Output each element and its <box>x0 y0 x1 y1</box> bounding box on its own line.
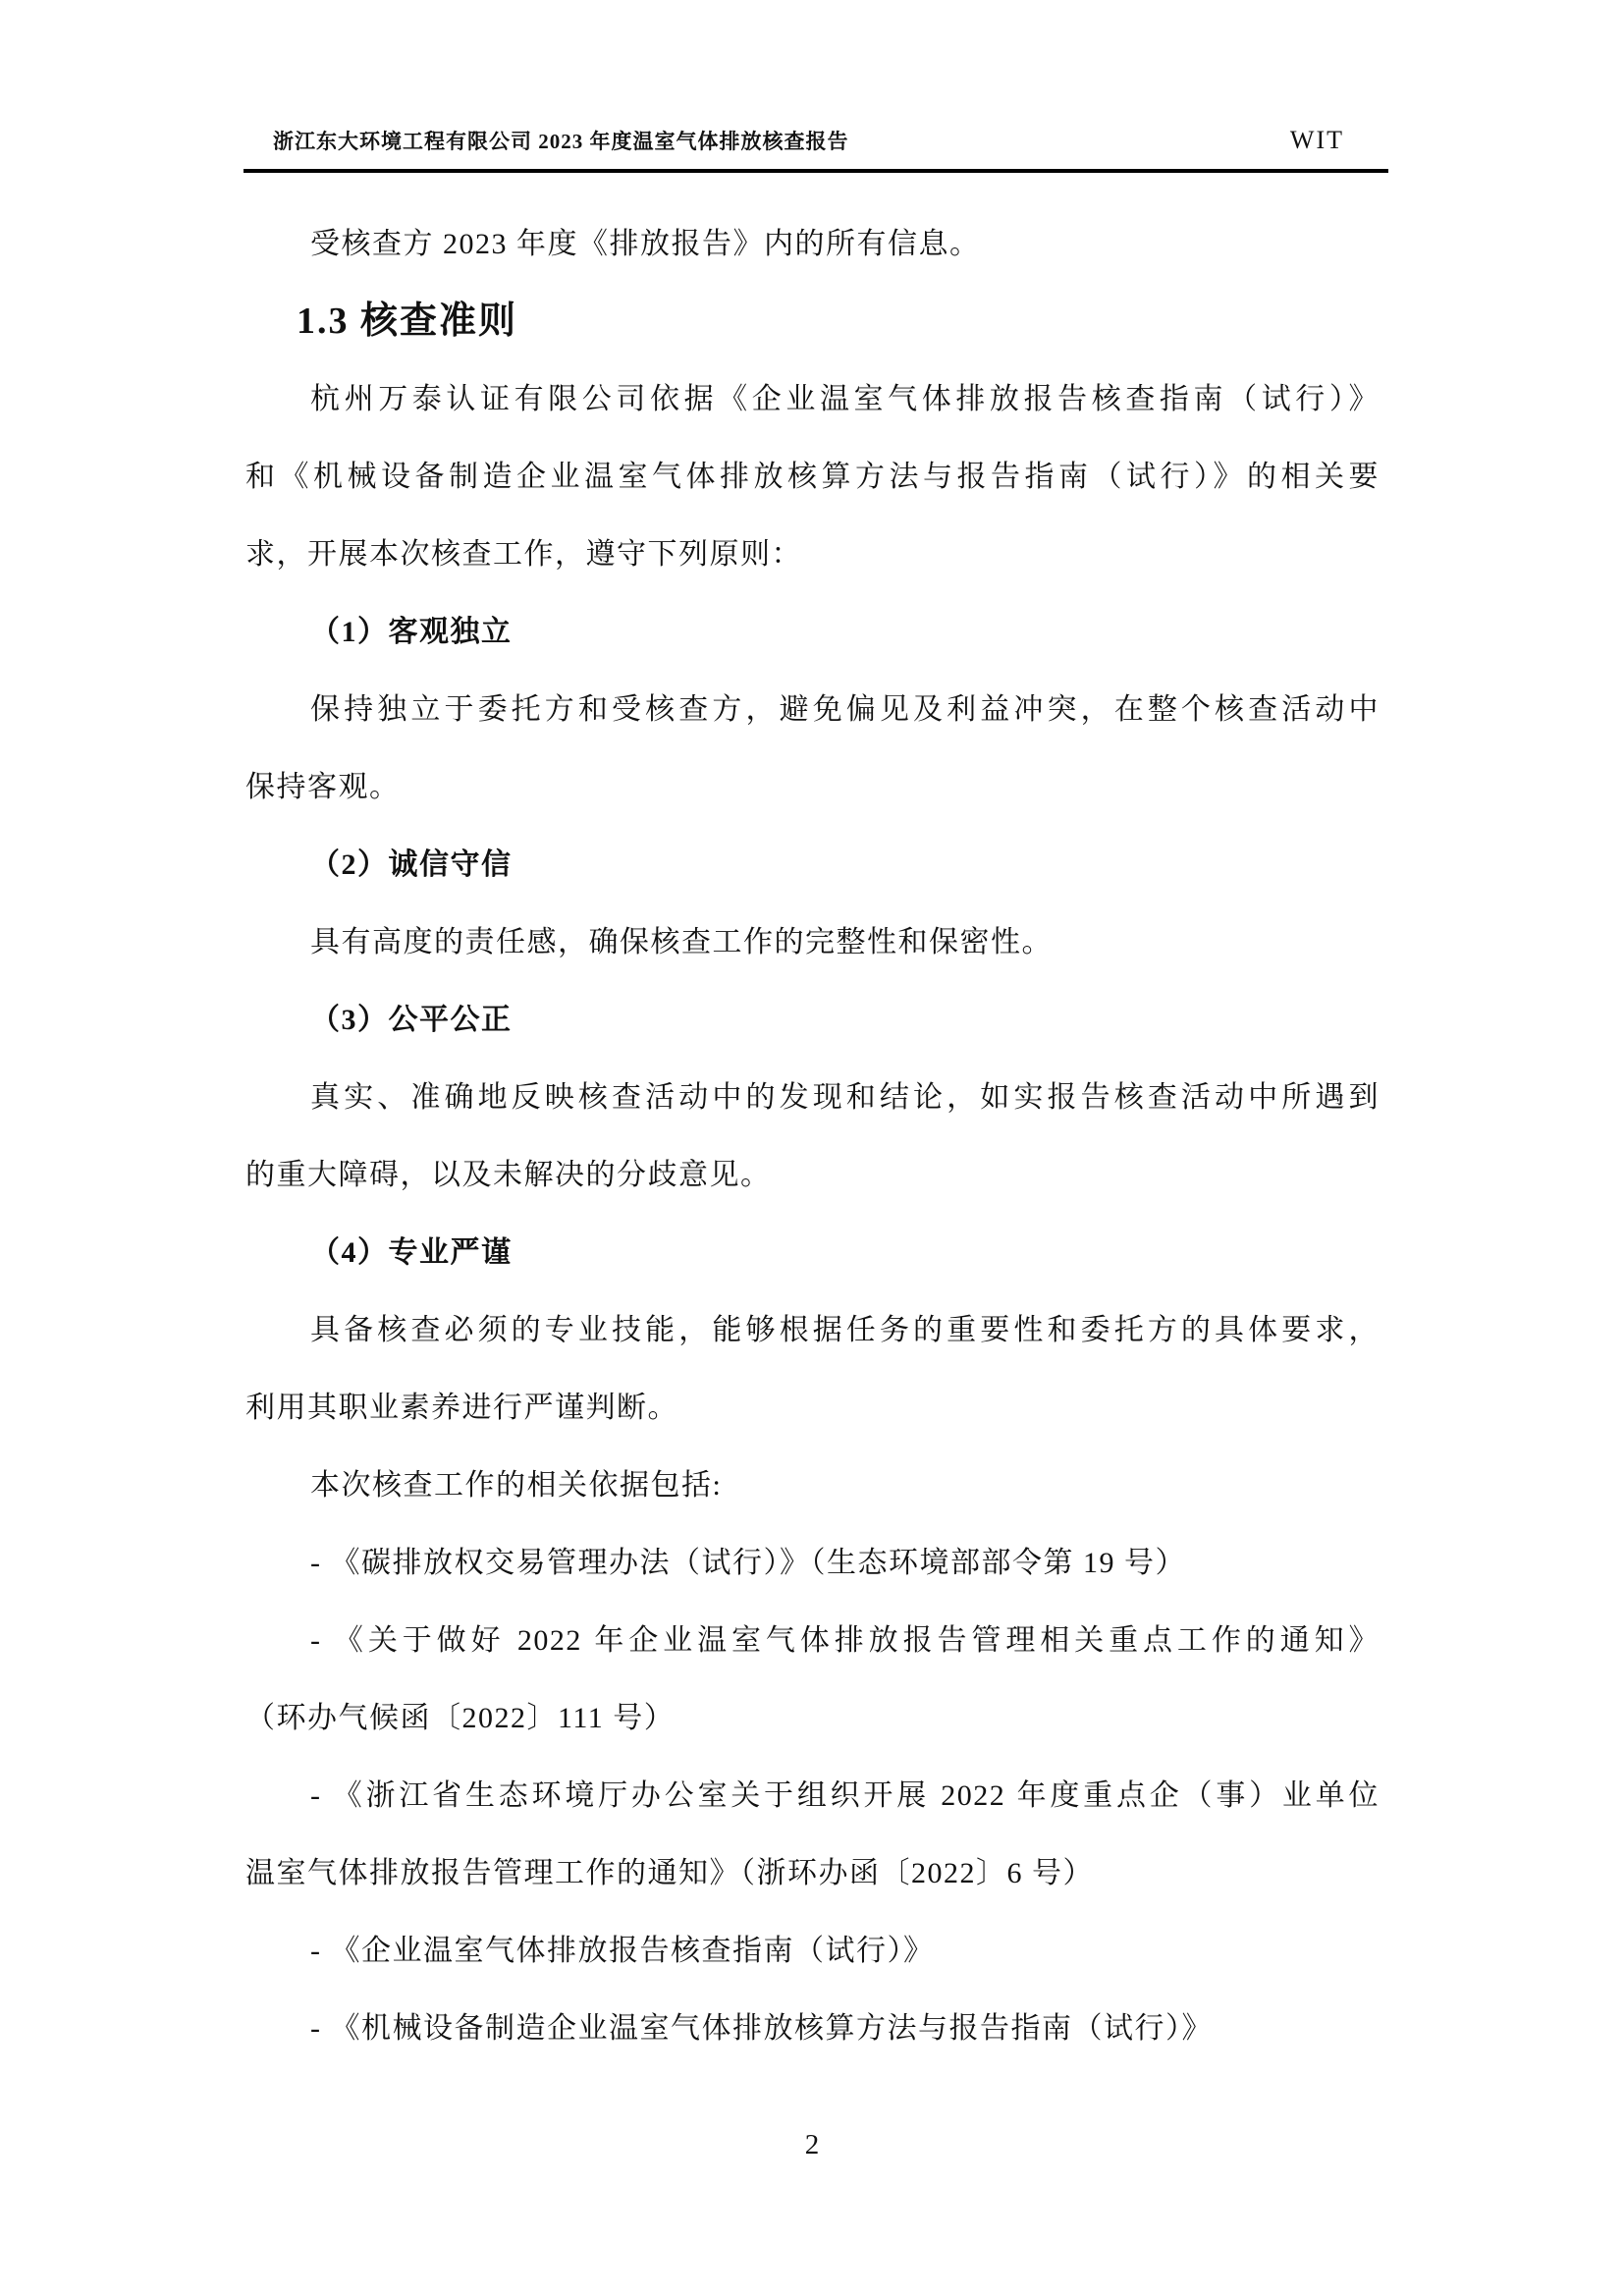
document-body <box>245 205 1380 2067</box>
body-line: （环办气候函〔2022〕111 号） <box>245 1702 676 1734</box>
reference-item: - 《碳排放权交易管理办法（试行）》（生态环境部部令第 19 号） <box>310 1547 1186 1579</box>
header-title: 浙江东大环境工程有限公司 2023 年度温室气体排放核查报告 <box>273 130 849 153</box>
page-number: 2 <box>804 2129 820 2160</box>
reference-item: - 《关于做好 2022 年企业温室气体排放报告管理相关重点工作的通知》 <box>310 1624 1380 1657</box>
principle-subheading: （1）客观独立 <box>310 616 513 648</box>
reference-item: - 《企业温室气体排放报告核查指南（试行）》 <box>310 1935 935 1967</box>
section-heading: 1.3 核查准则 <box>297 301 518 342</box>
principle-subheading: （2）诚信守信 <box>310 848 513 881</box>
body-line: 保持独立于委托方和受核查方，避免偏见及利益冲突，在整个核查活动中 <box>310 693 1380 726</box>
page-footer <box>0 2123 1624 2166</box>
body-line: 具备核查必须的专业技能，能够根据任务的重要性和委托方的具体要求， <box>310 1314 1380 1346</box>
body-line: 本次核查工作的相关依据包括: <box>310 1469 723 1502</box>
body-line: 利用其职业素养进行严谨判断。 <box>245 1392 678 1424</box>
body-line: 的重大障碍，以及未解决的分歧意见。 <box>245 1159 772 1191</box>
principle-subheading: （4）专业严谨 <box>310 1236 513 1269</box>
body-line: 受核查方 2023 年度《排放报告》内的所有信息。 <box>310 228 981 260</box>
body-line: 求，开展本次核查工作，遵守下列原则： <box>245 538 802 571</box>
header-logo-wit: WIT <box>1289 126 1344 154</box>
reference-item: - 《浙江省生态环境厅办公室关于组织开展 2022 年度重点企（事）业单位 <box>310 1779 1380 1812</box>
body-line: 真实、准确地反映核查活动中的发现和结论，如实报告核查活动中所遇到 <box>310 1081 1380 1114</box>
principle-subheading: （3）公平公正 <box>310 1004 513 1036</box>
body-line: 杭州万泰认证有限公司依据《企业温室气体排放报告核查指南（试行）》 <box>310 383 1380 415</box>
header-rule <box>244 169 1388 173</box>
reference-item: - 《机械设备制造企业温室气体排放核算方法与报告指南（试行）》 <box>310 2012 1213 2045</box>
body-line: 温室气体排放报告管理工作的通知》（浙环办函〔2022〕6 号） <box>245 1857 1094 1889</box>
page-header <box>245 120 1388 161</box>
body-line: 具有高度的责任感，确保核查工作的完整性和保密性。 <box>310 926 1053 958</box>
body-line: 和《机械设备制造企业温室气体排放核算方法与报告指南（试行）》的相关要 <box>245 461 1380 493</box>
body-line: 保持客观。 <box>245 771 401 803</box>
